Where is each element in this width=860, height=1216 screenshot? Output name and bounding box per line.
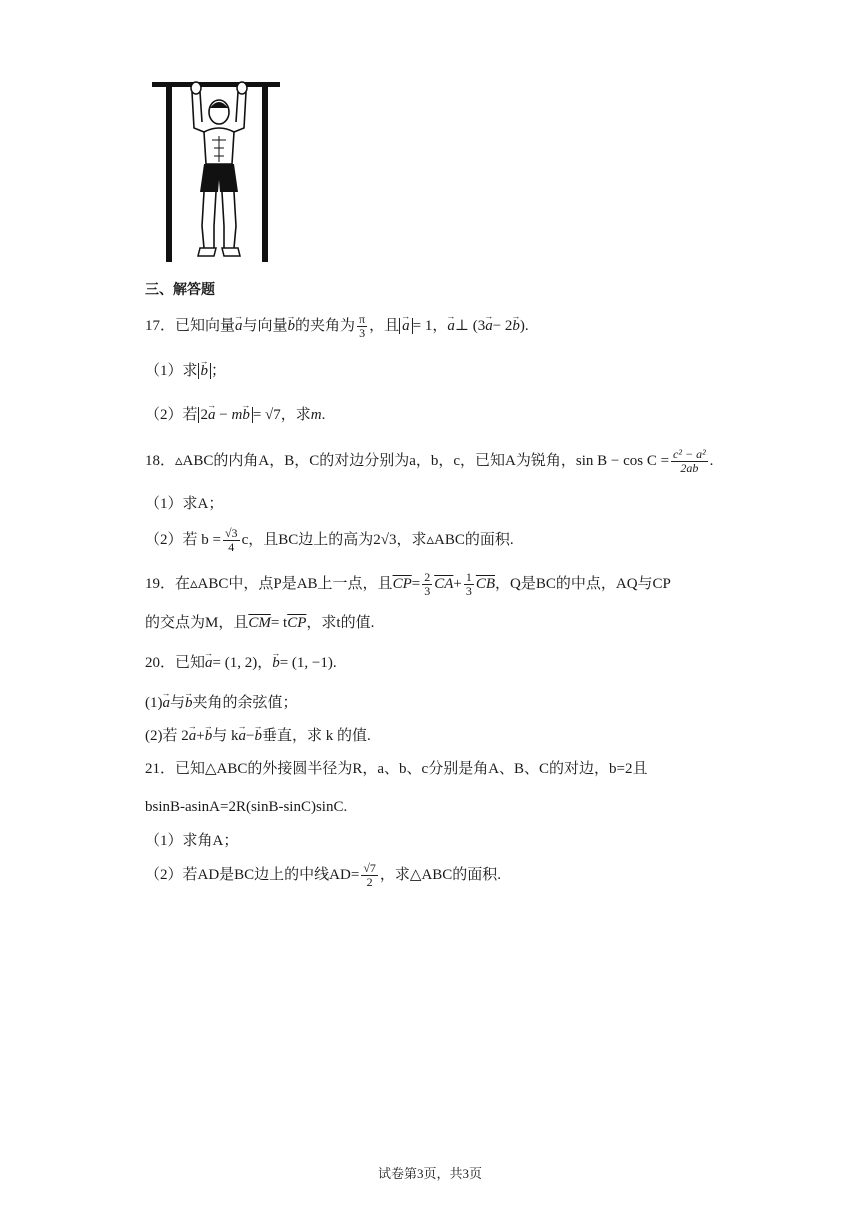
q21-part1: （1）求角A； (145, 833, 239, 849)
q20-part1: (1)→ a与→ b夹角的余弦值； (145, 692, 298, 714)
q18-part2: （2）若 b = $\frac{√3}{4}$ c，且BC边上的高为2√3，求▵ABC的面积. (145, 526, 514, 554)
q20-part2: (2)若 2→ a+→ b与 k→ a−→ b垂直，求 k 的值. (145, 725, 371, 747)
q18-fraction: $\frac{\text{c² − a²}}{2ab}$ (673, 447, 706, 475)
angle-fraction: $\frac{\pi}{3}$ (359, 312, 366, 340)
q19-line2: 的交点为M，且$\overline{CM}= t\overline{CP}$，求t的值. (145, 615, 375, 631)
q18-b-fraction: $\frac{√3}{4}$ (224, 526, 238, 554)
section-title: 三、解答题 (145, 283, 215, 298)
q21-line2: bsinB-asinA=2R(sinB-sinC)sinC. (145, 799, 348, 815)
q21-part2: （2）若AD是BC边上的中线AD= $\frac{√7}{2}$ ，求△ABC的面积. (145, 861, 502, 889)
q18-stem: 18．▵ABC的内角A，B，C的对边分别为a，b，c，已知A为锐角，sin B − cos C = $\frac{\text{c² − a²}}{2ab}$ . (145, 447, 714, 475)
q19-line1: 19．在▵ABC中，点P是AB上一点，且$\overline{CP}=$ $\frac{2}{3}$ $\overline{CA}+$ $\frac{1}{3}$ $\overline{CB}$，Q是BC的中点，AQ与CP (145, 570, 671, 598)
q18-part1: （1）求A； (145, 496, 224, 512)
q20-stem: 20．已知→ a= (1, 2)，→ b= (1, −1). (145, 652, 337, 674)
q17-part1: （1）求 → b ； (145, 360, 226, 382)
ad-fraction: $\frac{√7}{2}$ (363, 861, 376, 889)
pull-up-figure (152, 76, 280, 262)
page-footer: 试卷第3页，共3页 (377, 1166, 482, 1181)
q21-line1: 21．已知△ABC的外接圆半径为R，a、b、c分别是角A、B、C的对边，b=2且 (145, 761, 648, 777)
q17-stem: 17．已知向量→ a与向量→ b的夹角为 $\frac{\pi}{3}$ ，且 → a = 1，→ a⊥ (3→ a− 2→ b). (145, 313, 529, 340)
q17-part2: （2）若 2→ a − m→ b = √7，求m. (145, 404, 325, 426)
